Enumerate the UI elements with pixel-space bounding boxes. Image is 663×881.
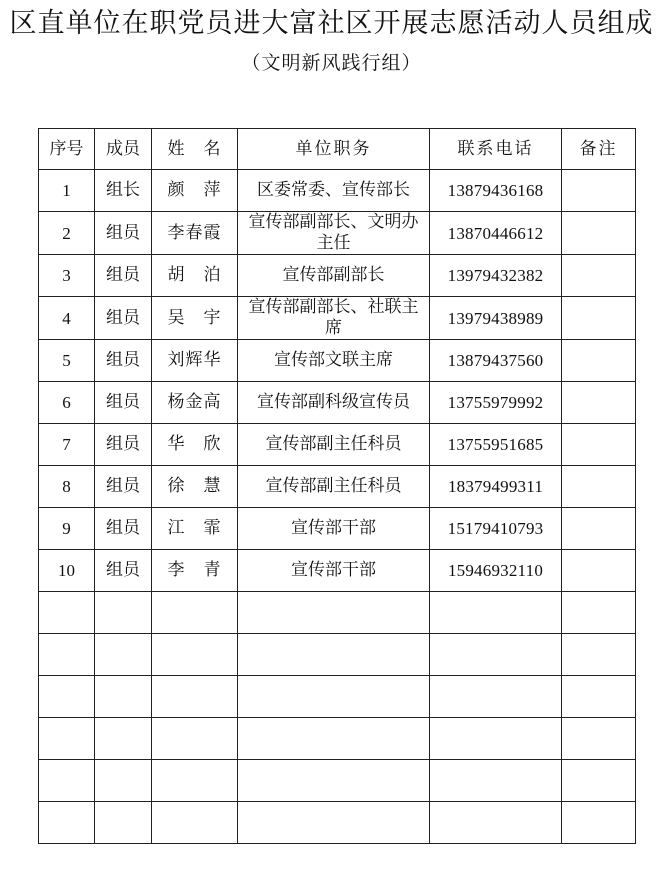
cell-role: 组员 bbox=[95, 424, 152, 466]
cell-name: 刘辉华 bbox=[152, 340, 238, 382]
cell-position: 宣传部副科级宣传员 bbox=[238, 382, 430, 424]
empty-cell bbox=[430, 676, 562, 718]
cell-name: 华 欣 bbox=[152, 424, 238, 466]
cell-role: 组员 bbox=[95, 382, 152, 424]
cell-name: 吴 宇 bbox=[152, 297, 238, 340]
cell-index: 8 bbox=[39, 466, 95, 508]
empty-table-row bbox=[39, 676, 636, 718]
table-row bbox=[39, 466, 636, 508]
empty-cell bbox=[39, 634, 95, 676]
cell-name: 徐 慧 bbox=[152, 466, 238, 508]
table-row bbox=[39, 212, 636, 255]
empty-cell bbox=[95, 760, 152, 802]
cell-index: 3 bbox=[39, 255, 95, 297]
cell-remark bbox=[562, 424, 636, 466]
cell-role: 组员 bbox=[95, 340, 152, 382]
empty-cell bbox=[95, 676, 152, 718]
cell-remark bbox=[562, 255, 636, 297]
empty-cell bbox=[430, 760, 562, 802]
cell-position: 区委常委、宣传部长 bbox=[238, 170, 430, 212]
cell-phone: 13879437560 bbox=[430, 340, 562, 382]
document-subtitle: （文明新风践行组） bbox=[241, 52, 422, 74]
empty-table-row bbox=[39, 802, 636, 844]
cell-index: 9 bbox=[39, 508, 95, 550]
header-position: 单位职务 bbox=[238, 129, 430, 170]
empty-cell bbox=[152, 802, 238, 844]
empty-cell bbox=[562, 802, 636, 844]
cell-position: 宣传部副主任科员 bbox=[238, 424, 430, 466]
header-remark: 备注 bbox=[562, 129, 636, 170]
cell-position: 宣传部干部 bbox=[238, 508, 430, 550]
empty-cell bbox=[430, 592, 562, 634]
empty-cell bbox=[238, 676, 430, 718]
empty-table-row bbox=[39, 634, 636, 676]
cell-position: 宣传部副部长、文明办主任 bbox=[238, 212, 430, 255]
cell-index: 5 bbox=[39, 340, 95, 382]
table-row bbox=[39, 297, 636, 340]
document-title: 区直单位在职党员进大富社区开展志愿活动人员组成 bbox=[9, 8, 654, 39]
cell-remark bbox=[562, 550, 636, 592]
empty-cell bbox=[562, 634, 636, 676]
cell-phone: 13755979992 bbox=[430, 382, 562, 424]
roster-table bbox=[38, 128, 636, 844]
empty-cell bbox=[39, 802, 95, 844]
empty-cell bbox=[238, 718, 430, 760]
cell-name: 杨金高 bbox=[152, 382, 238, 424]
cell-remark bbox=[562, 297, 636, 340]
table-row bbox=[39, 255, 636, 297]
cell-phone: 18379499311 bbox=[430, 466, 562, 508]
empty-table-row bbox=[39, 760, 636, 802]
cell-remark bbox=[562, 212, 636, 255]
cell-position: 宣传部副部长 bbox=[238, 255, 430, 297]
empty-cell bbox=[238, 760, 430, 802]
table-header-row bbox=[39, 129, 636, 170]
empty-cell bbox=[95, 634, 152, 676]
cell-phone: 13879436168 bbox=[430, 170, 562, 212]
cell-phone: 13979432382 bbox=[430, 255, 562, 297]
cell-role: 组员 bbox=[95, 466, 152, 508]
empty-cell bbox=[562, 760, 636, 802]
empty-cell bbox=[430, 634, 562, 676]
cell-role: 组员 bbox=[95, 550, 152, 592]
cell-name: 江 霏 bbox=[152, 508, 238, 550]
empty-cell bbox=[152, 592, 238, 634]
empty-cell bbox=[562, 676, 636, 718]
cell-index: 4 bbox=[39, 297, 95, 340]
header-phone: 联系电话 bbox=[430, 129, 562, 170]
empty-cell bbox=[95, 592, 152, 634]
cell-name: 颜 萍 bbox=[152, 170, 238, 212]
cell-remark bbox=[562, 340, 636, 382]
cell-role: 组长 bbox=[95, 170, 152, 212]
empty-cell bbox=[39, 676, 95, 718]
empty-cell bbox=[39, 760, 95, 802]
cell-phone: 15179410793 bbox=[430, 508, 562, 550]
cell-remark bbox=[562, 170, 636, 212]
empty-table-row bbox=[39, 592, 636, 634]
header-role: 成员 bbox=[95, 129, 152, 170]
empty-cell bbox=[562, 718, 636, 760]
empty-cell bbox=[152, 676, 238, 718]
table-row bbox=[39, 550, 636, 592]
empty-cell bbox=[152, 634, 238, 676]
cell-phone: 13979438989 bbox=[430, 297, 562, 340]
cell-phone: 13870446612 bbox=[430, 212, 562, 255]
cell-role: 组员 bbox=[95, 508, 152, 550]
table-row bbox=[39, 382, 636, 424]
cell-role: 组员 bbox=[95, 297, 152, 340]
cell-position: 宣传部文联主席 bbox=[238, 340, 430, 382]
empty-cell bbox=[562, 592, 636, 634]
cell-role: 组员 bbox=[95, 255, 152, 297]
cell-position: 宣传部副主任科员 bbox=[238, 466, 430, 508]
cell-name: 李春霞 bbox=[152, 212, 238, 255]
table-row bbox=[39, 340, 636, 382]
cell-remark bbox=[562, 466, 636, 508]
cell-remark bbox=[562, 508, 636, 550]
empty-cell bbox=[95, 718, 152, 760]
cell-name: 李 青 bbox=[152, 550, 238, 592]
cell-position: 宣传部副部长、社联主席 bbox=[238, 297, 430, 340]
cell-index: 2 bbox=[39, 212, 95, 255]
header-index: 序号 bbox=[39, 129, 95, 170]
empty-cell bbox=[238, 634, 430, 676]
cell-name: 胡 泊 bbox=[152, 255, 238, 297]
cell-index: 7 bbox=[39, 424, 95, 466]
cell-position: 宣传部干部 bbox=[238, 550, 430, 592]
cell-index: 6 bbox=[39, 382, 95, 424]
cell-role: 组员 bbox=[95, 212, 152, 255]
empty-cell bbox=[39, 718, 95, 760]
empty-table-row bbox=[39, 718, 636, 760]
empty-cell bbox=[430, 718, 562, 760]
cell-index: 1 bbox=[39, 170, 95, 212]
empty-cell bbox=[238, 802, 430, 844]
empty-cell bbox=[95, 802, 152, 844]
header-name: 姓 名 bbox=[152, 129, 238, 170]
cell-phone: 15946932110 bbox=[430, 550, 562, 592]
empty-cell bbox=[238, 592, 430, 634]
cell-phone: 13755951685 bbox=[430, 424, 562, 466]
empty-cell bbox=[152, 760, 238, 802]
cell-remark bbox=[562, 382, 636, 424]
table-row bbox=[39, 424, 636, 466]
table-row bbox=[39, 508, 636, 550]
empty-cell bbox=[152, 718, 238, 760]
empty-cell bbox=[39, 592, 95, 634]
table-row bbox=[39, 170, 636, 212]
empty-cell bbox=[430, 802, 562, 844]
cell-index: 10 bbox=[39, 550, 95, 592]
